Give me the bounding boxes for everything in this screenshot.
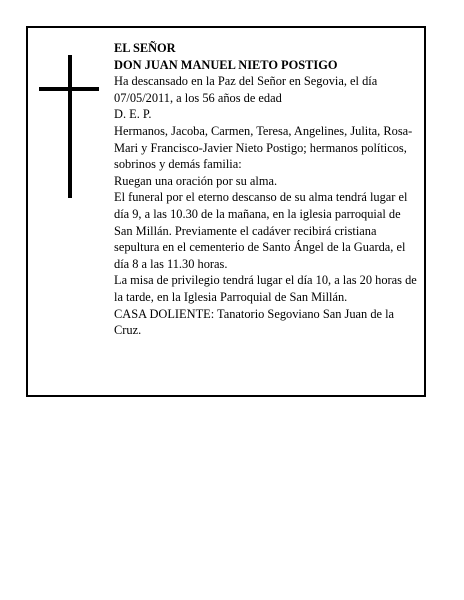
mourning-house: CASA DOLIENTE: Tanatorio Segoviano San Juan de la Cruz. — [114, 306, 395, 338]
death-announcement: Ha descansado en la Paz del Señor en Segovia, el día 07/05/2011, a los 56 años de edad — [114, 74, 378, 105]
heading-title: EL SEÑOR — [114, 41, 176, 55]
mass-details: La misa de privilegio tendrá lugar el día 10, a las 20 horas de la tarde, en la Iglesia Parroquial de San Millán. — [114, 273, 417, 304]
rip-line: D. E. P. — [114, 107, 152, 122]
funeral-details: El funeral por el eterno descanso de su alma tendrá lugar el día 9, a las 10.30 de la mañana, en la iglesia parroquial de San Millán. Previamente el cadáver recibirá cristiana sepultura en el cementerio de Santo Ángel de la Guarda, el día 8 a las 11.30 horas. — [114, 190, 408, 271]
family-list: Hermanos, Jacoba, Carmen, Teresa, Angelines, Julita, Rosa-Mari y Francisco-Javier Nieto Postigo; hermanos políticos, sobrinos y demás familia: — [114, 123, 413, 172]
cross-horizontal-bar — [39, 87, 99, 91]
cross-vertical-bar — [68, 55, 72, 198]
prayer-request: Ruegan una oración por su alma. — [114, 173, 278, 188]
obituary-text — [114, 40, 422, 339]
obituary-notice — [26, 26, 426, 397]
deceased-name: DON JUAN MANUEL NIETO POSTIGO — [114, 57, 338, 72]
